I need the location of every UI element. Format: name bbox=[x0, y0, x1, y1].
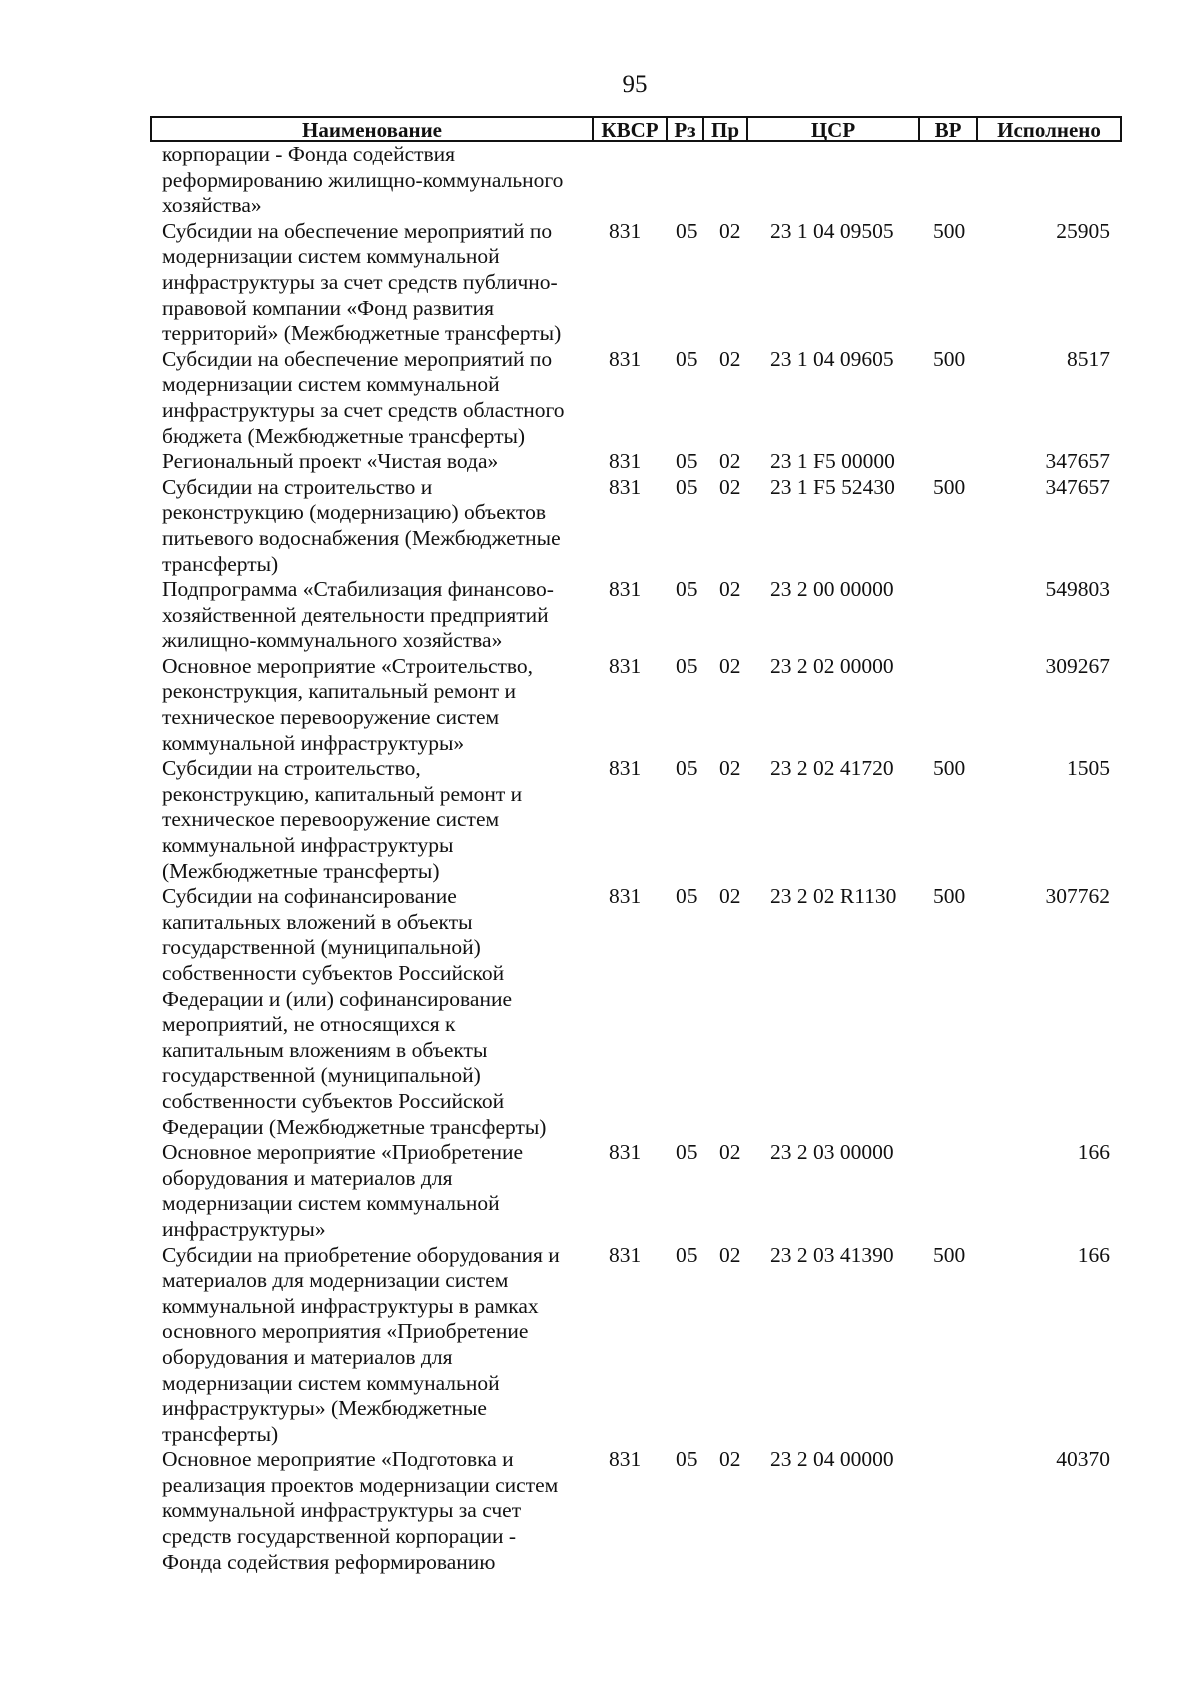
cell-name: Основное мероприятие «Строительство, реконструкция, капитальный ремонт и техническое перевооружение систем коммунальной инфраструктуры» bbox=[162, 653, 534, 755]
cell-kvsr: 831 bbox=[609, 1242, 642, 1267]
cell-rz: 05 bbox=[676, 1447, 698, 1472]
cell-pr: 02 bbox=[719, 1447, 741, 1472]
cell-executed: 347657 bbox=[1045, 449, 1110, 474]
table-row bbox=[150, 756, 1122, 884]
cell-pr: 02 bbox=[719, 756, 741, 781]
cell-csr: 23 2 03 41390 bbox=[770, 1242, 894, 1267]
cell-rz: 05 bbox=[676, 218, 698, 243]
cell-executed: 25905 bbox=[1056, 218, 1110, 243]
cell-executed: 309267 bbox=[1045, 653, 1110, 678]
cell-rz: 05 bbox=[676, 1140, 698, 1165]
cell-pr: 02 bbox=[719, 577, 741, 602]
header-csr: ЦСР bbox=[748, 118, 920, 142]
cell-kvsr: 831 bbox=[609, 1140, 642, 1165]
cell-vr: 500 bbox=[933, 474, 966, 499]
cell-kvsr: 831 bbox=[609, 577, 642, 602]
table-header bbox=[150, 116, 1122, 142]
table-row bbox=[150, 1243, 1122, 1448]
cell-csr: 23 1 04 09605 bbox=[770, 346, 894, 371]
cell-csr: 23 2 02 00000 bbox=[770, 653, 894, 678]
table-row bbox=[150, 884, 1122, 1140]
cell-kvsr: 831 bbox=[609, 474, 642, 499]
cell-name: Субсидии на софинансирование капитальных вложений в объекты государственной (муниципальной) собственности субъектов Российской Федерации и (или) софинансирование мероприятий, не относящихся к капитальным вложениям в объекты государственной (муниципальной) собственности субъектов Российской Федерации (Межбюджетные трансферты) bbox=[162, 884, 547, 1139]
cell-kvsr: 831 bbox=[609, 1447, 642, 1472]
cell-executed: 549803 bbox=[1045, 577, 1110, 602]
cell-name: Основное мероприятие «Подготовка и реализация проектов модернизации систем коммунальной инфраструктуры за счет средств государственной корпорации - Фонда содействия реформированию bbox=[162, 1447, 559, 1574]
cell-executed: 40370 bbox=[1056, 1447, 1110, 1472]
cell-csr: 23 2 00 00000 bbox=[770, 577, 894, 602]
cell-rz: 05 bbox=[676, 1242, 698, 1267]
cell-name: Субсидии на обеспечение мероприятий по модернизации систем коммунальной инфраструктуры за счет средств областного бюджета (Межбюджетные трансферты) bbox=[162, 346, 565, 448]
cell-executed: 166 bbox=[1077, 1140, 1110, 1165]
header-vr: ВР bbox=[920, 118, 978, 142]
cell-rz: 05 bbox=[676, 653, 698, 678]
cell-executed: 8517 bbox=[1067, 346, 1110, 371]
cell-csr: 23 1 04 09505 bbox=[770, 218, 894, 243]
table-row bbox=[150, 475, 1122, 577]
table-row bbox=[150, 1447, 1122, 1575]
cell-pr: 02 bbox=[719, 218, 741, 243]
cell-kvsr: 831 bbox=[609, 218, 642, 243]
cell-rz: 05 bbox=[676, 474, 698, 499]
cell-vr: 500 bbox=[933, 346, 966, 371]
cell-pr: 02 bbox=[719, 1242, 741, 1267]
cell-csr: 23 2 02 R1130 bbox=[770, 884, 897, 909]
header-executed: Исполнено bbox=[997, 118, 1101, 142]
cell-pr: 02 bbox=[719, 884, 741, 909]
table-row bbox=[150, 347, 1122, 449]
cell-pr: 02 bbox=[719, 449, 741, 474]
cell-kvsr: 831 bbox=[609, 653, 642, 678]
cell-name: Региональный проект «Чистая вода» bbox=[162, 449, 499, 474]
cell-vr: 500 bbox=[933, 756, 966, 781]
cell-csr: 23 2 04 00000 bbox=[770, 1447, 894, 1472]
cell-pr: 02 bbox=[719, 474, 741, 499]
table-row bbox=[150, 449, 1122, 475]
cell-kvsr: 831 bbox=[609, 449, 642, 474]
table-row bbox=[150, 654, 1122, 756]
header-pr: Пр bbox=[704, 118, 748, 142]
page-number: 95 bbox=[622, 71, 648, 98]
cell-csr: 23 2 02 41720 bbox=[770, 756, 894, 781]
cell-rz: 05 bbox=[676, 577, 698, 602]
cell-name: Субсидии на строительство, реконструкцию, капитальный ремонт и техническое перевооружение систем коммунальной инфраструктуры (Межбюджетные трансферты) bbox=[162, 756, 523, 883]
table-row bbox=[150, 1140, 1122, 1242]
cell-name: корпорации - Фонда содействия реформированию жилищно-коммунального хозяйства» bbox=[162, 142, 564, 218]
cell-rz: 05 bbox=[676, 884, 698, 909]
cell-kvsr: 831 bbox=[609, 884, 642, 909]
cell-pr: 02 bbox=[719, 653, 741, 678]
table-row bbox=[150, 142, 1122, 219]
header-rz: Рз bbox=[668, 118, 704, 142]
cell-name: Субсидии на приобретение оборудования и материалов для модернизации систем коммунальной инфраструктуры в рамках основного мероприятия «Приобретение оборудования и материалов для модернизации систем коммунальной инфраструктуры» (Межбюджетные трансферты) bbox=[162, 1242, 560, 1446]
cell-executed: 1505 bbox=[1067, 756, 1110, 781]
cell-pr: 02 bbox=[719, 1140, 741, 1165]
cell-kvsr: 831 bbox=[609, 756, 642, 781]
cell-name: Подпрограмма «Стабилизация финансово- хозяйственной деятельности предприятий жилищно-коммунального хозяйства» bbox=[162, 577, 554, 653]
header-name: Наименование bbox=[152, 118, 594, 142]
cell-csr: 23 1 F5 52430 bbox=[770, 474, 895, 499]
cell-vr: 500 bbox=[933, 884, 966, 909]
cell-csr: 23 2 03 00000 bbox=[770, 1140, 894, 1165]
cell-vr: 500 bbox=[933, 1242, 966, 1267]
cell-csr: 23 1 F5 00000 bbox=[770, 449, 895, 474]
cell-rz: 05 bbox=[676, 449, 698, 474]
cell-executed: 347657 bbox=[1045, 474, 1110, 499]
cell-pr: 02 bbox=[719, 346, 741, 371]
cell-name: Основное мероприятие «Приобретение оборудования и материалов для модернизации систем коммунальной инфраструктуры» bbox=[162, 1140, 524, 1241]
table-row bbox=[150, 219, 1122, 347]
header-kvsr: КВСР bbox=[594, 118, 668, 142]
budget-table bbox=[150, 116, 1122, 1575]
cell-name: Субсидии на строительство и реконструкцию (модернизацию) объектов питьевого водоснабжения (Межбюджетные трансферты) bbox=[162, 474, 561, 576]
cell-kvsr: 831 bbox=[609, 346, 642, 371]
cell-rz: 05 bbox=[676, 756, 698, 781]
cell-name: Субсидии на обеспечение мероприятий по модернизации систем коммунальной инфраструктуры за счет средств публично- правовой компании «Фонд развития территорий» (Межбюджетные трансферты) bbox=[162, 218, 562, 346]
table-body bbox=[150, 142, 1122, 1575]
cell-executed: 166 bbox=[1077, 1242, 1110, 1267]
cell-vr: 500 bbox=[933, 218, 966, 243]
table-row bbox=[150, 577, 1122, 654]
cell-executed: 307762 bbox=[1045, 884, 1110, 909]
cell-rz: 05 bbox=[676, 346, 698, 371]
